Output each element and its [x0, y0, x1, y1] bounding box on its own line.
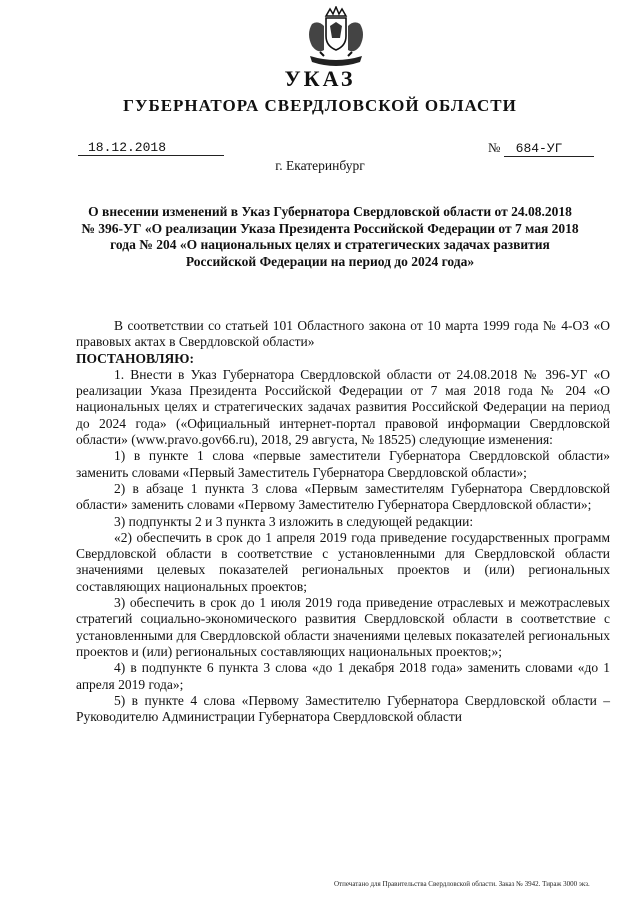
intro-paragraph: В соответствии со статьей 101 Областного закона от 10 марта 1999 года № 4-ОЗ «О правовых актах в Свердловской области»: [76, 318, 610, 350]
body-paragraph: «2) обеспечить в срок до 1 апреля 2019 года приведение государственных программ Свердловской области в соответствие с установленными для Свердловской области значениями целевых показателей региональных проектов и (или) региональных составляющих национальных проектов;: [76, 529, 610, 594]
document-subtitle: ГУБЕРНАТОРА СВЕРДЛОВСКОЙ ОБЛАСТИ: [123, 96, 517, 115]
print-footer: Отпечатано для Правительства Свердловской области. Заказ № 3942. Тираж 3000 экз.: [334, 880, 590, 888]
document-date: 18.12.2018: [78, 140, 224, 156]
decree-body: [76, 318, 610, 725]
number-prefix: №: [488, 140, 501, 155]
body-paragraph: 1) в пункте 1 слова «первые заместители Губернатора Свердловской области» заменить словами «Первый Заместитель Губернатора Свердловской области»;: [76, 448, 610, 480]
coat-of-arms-emblem: [300, 6, 372, 70]
document-number: [488, 140, 594, 157]
document-title: УКАЗ: [284, 66, 356, 91]
body-paragraph: 2) в абзаце 1 пункта 3 слова «Первым заместителям Губернатора Свердловской области» заменить словами «Первому Заместителю Губернатора Свердловской области»;: [76, 480, 610, 513]
body-paragraph: 3) обеспечить в срок до 1 июля 2019 года приведение отраслевых и межотраслевых стратегий социально-экономического развития Свердловской области в соответствие с установленными для Свердловской области значениями целевых показателей региональных проектов и (или) региональных составляющих национальных проектов;»;: [76, 595, 610, 659]
body-paragraph: 1. Внести в Указ Губернатора Свердловской области от 24.08.2018 № 396-УГ «О реализации Указа Президента Российской Федерации от 7 мая 2018 года № 204 «О национальных целях и стратегических задачах развития Российской Федерации на период до 2024 года» («Официальный интернет-портал правовой информации Свердловской области» (www.pravo.gov66.ru), 2018, 29 августа, № 18525) следующие изменения:: [76, 366, 610, 448]
body-paragraph: 5) в пункте 4 слова «Первому Заместителю Губернатора Свердловской области – Руководителю Администрации Губернатора Свердловской области: [76, 692, 610, 725]
body-paragraph: 4) в подпункте 6 пункта 3 слова «до 1 декабря 2018 года» заменить словами «до 1 апреля 2019 года»;: [76, 660, 610, 692]
decree-heading: О внесении изменений в Указ Губернатора Свердловской области от 24.08.2018 № 396-УГ «О реализации Указа Президента Российской Федерации от 7 мая 2018 года № 204 «О национальных целях и стратегических задачах развития Российской Федерации на период до 2024 года»: [81, 204, 579, 269]
decree-word: ПОСТАНОВЛЯЮ:: [76, 350, 194, 366]
body-paragraph: 3) подпункты 2 и 3 пункта 3 изложить в следующей редакции:: [114, 513, 474, 529]
city-label: г. Екатеринбург: [275, 158, 365, 173]
number-value: 684-УГ: [504, 141, 594, 157]
